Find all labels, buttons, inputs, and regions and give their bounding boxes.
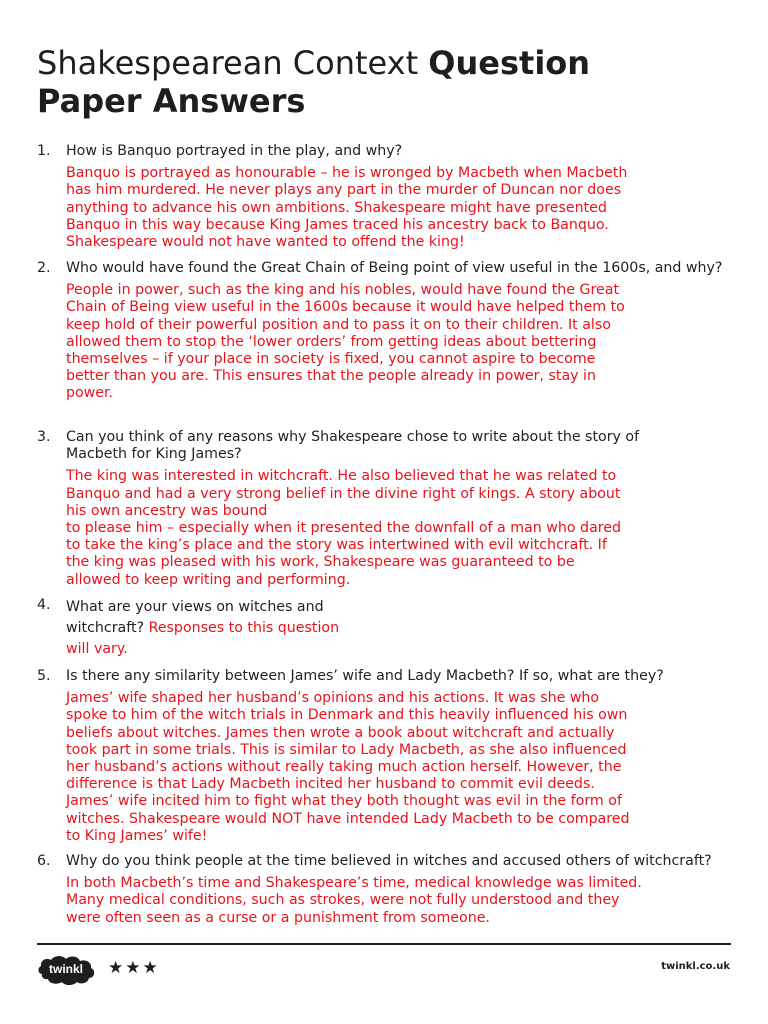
- question-6: [37, 853, 742, 927]
- answer-text: The king was interested in witchcraft. He also believed that he was related to Banquo and had a very strong belief in the divine right of kings. A story about his own ancestry was bound to please him – especially when it presented the downfall of a man who dared to take the king’s place and the story was intertwined with evil witchcraft. If the king was pleased with his work, Shakespeare was guaranteed to be allowed to keep writing and performing.: [66, 468, 622, 588]
- question-number: 4.: [37, 597, 51, 613]
- question-4: [37, 597, 742, 660]
- question-text: Why do you think people at the time believed in witches and accused others of witchcraft?: [66, 853, 712, 869]
- answer-text-cont: will vary.: [66, 641, 128, 657]
- question-text: Is there any similarity between James’ wife and Lady Macbeth? If so, what are they?: [66, 668, 664, 684]
- question-text: What are your views on witches and: [66, 599, 324, 615]
- question-text: How is Banquo portrayed in the play, and why?: [66, 143, 403, 159]
- question-number: 6.: [37, 853, 51, 869]
- question-5: [37, 668, 742, 845]
- question-number: 5.: [37, 668, 51, 684]
- answer-text: People in power, such as the king and his nobles, would have found the Great Chain of Being view useful in the 1600s because it would have helped them to keep hold of their powerful position and to pass it on to their children. It also allowed them to stop the ‘lower orders’ from getting ideas about bettering themselves – if your place in society is fixed, you cannot aspire to become better than you are. This ensures that the people already in power, stay in power.: [66, 282, 625, 402]
- question-1: [37, 143, 742, 251]
- twinkl-logo: [36, 952, 98, 986]
- question-number: 1.: [37, 143, 51, 159]
- title-bold-inline: Question: [428, 44, 591, 82]
- title-bold-line2: Paper Answers: [37, 82, 306, 120]
- answer-text: Responses to this question: [148, 620, 340, 636]
- question-2: [37, 260, 742, 403]
- answer-text: James’ wife shaped her husband’s opinions and his actions. It was she who spoke to him of the witch trials in Denmark and this heavily influenced his own beliefs about witches. James then wrote a book about witchcraft and actually took part in some trials. This is similar to Lady Macbeth, as she also influenced her husband’s actions without really taking much action herself. However, the difference is that Lady Macbeth incited her husband to commit evil deeds. James’ wife incited him to fight what they both thought was evil in the form of witches. Shakespeare would NOT have intended Lady Macbeth to be compared to King James’ wife!: [66, 690, 630, 844]
- question-3: [37, 429, 742, 589]
- logo-text: twinkl: [48, 962, 84, 976]
- question-text: Who would have found the Great Chain of Being point of view useful in the 1600s, and why?: [66, 260, 723, 276]
- footer-divider: [37, 943, 731, 945]
- question-text: Can you think of any reasons why Shakespeare chose to write about the story of Macbeth for King James?: [66, 429, 640, 463]
- rating-stars: ★★★: [108, 958, 160, 978]
- question-number: 2.: [37, 260, 51, 276]
- question-answer-line: [66, 618, 742, 639]
- answer-text: In both Macbeth’s time and Shakespeare’s time, medical knowledge was limited. Many medical conditions, such as strokes, were not fully understood and they were often seen as a curse or a punishment from someone.: [66, 875, 642, 926]
- answer-text: Banquo is portrayed as honourable – he is wronged by Macbeth when Macbeth has him murdered. He never plays any part in the murder of Duncan nor does anything to advance his own ambitions. Shakespeare might have presented Banquo in this way because King James traced his ancestry back to Banquo. Shakespeare would not have wanted to offend the king!: [66, 165, 628, 251]
- footer-url[interactable]: twinkl.co.uk: [661, 961, 730, 972]
- question-text-cont: witchcraft?: [66, 620, 145, 636]
- page-title: [37, 44, 737, 120]
- question-number: 3.: [37, 429, 51, 445]
- title-regular: Shakespearean Context: [37, 44, 429, 82]
